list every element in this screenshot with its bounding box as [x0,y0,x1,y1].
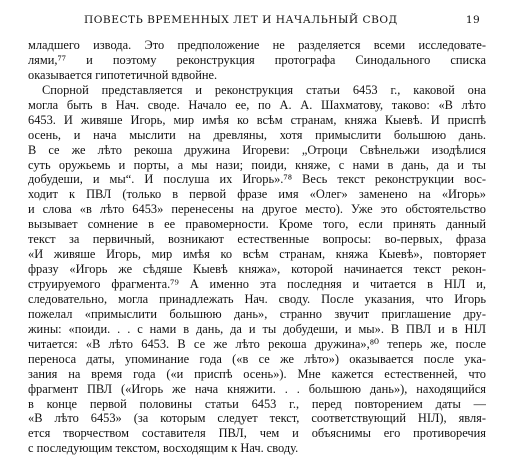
text-line: осень, и нача мыслити на древляны, хотя примыслити большюю дань. [28,127,486,142]
text-line: следовательно, могла принадлежать Нач. своду. После указания, что Игорь [28,291,486,306]
paragraph-first-line: Спорной представляется и реконструкция статьи 6453 г., каковой она [42,82,486,97]
text-line: ходит к ПВЛ (только в первой фразе имя «Олег» заменено на «Игорь» [28,187,486,202]
text-line: струируемого фрагмента.⁷⁹ А именно эта последняя и читается в НIЛ и, [28,277,486,291]
text-line: пожелал «примыслити большюю дань», странно звучит приглашение дру- [28,306,486,321]
text-line: в конце первой половины статьи 6453 г., перед повторением даты — [28,396,486,411]
text-line: лями,⁷⁷ и поэтому реконструкция протографа Синодального списка [28,52,486,67]
page-number: 19 [465,14,480,26]
text-line: читается: «В лѣто 6453. В се же лѣто рекоша дружина»,⁸⁰ теперь же, после [28,336,486,351]
text-line: текст за первичный, возникают естественные вопросы: во-первых, фраза [28,232,486,247]
running-title: ПОВЕСТЬ ВРЕМЕННЫХ ЛЕТ И НАЧАЛЬНЫЙ СВОД [84,14,398,26]
text-line: вызывает сомнение в ее правомерности. Кроме того, если принять данный [28,217,486,232]
text-line: добудеши, и мы“. И послуша их Игорь».⁷⁸ Весь текст реконструкции вос- [28,172,486,187]
text-line: В се же лѣто рекоша дружина Игореви: „Отроци Свѣнельжи изодѣлися [28,142,486,157]
text-line: могла быть в Нач. своде. Начало ее, по А. А. Шахматову, таково: «В лѣто [28,97,486,112]
text-line: с последующим текстом, восходящим к Нач. своду. [28,441,299,456]
text-line: младшего извода. Это предположение не разделяется всеми исследовате- [28,38,486,52]
text-line: фразу «Игорь же сѣдяше Кыевѣ княжа», которой начинается текст рекон- [28,262,486,277]
text-line: 6453. И живяше Игорь, мир имѣя ко всѣм странам, княжа Кыевѣ. И приспѣ [28,112,486,127]
text-line: ется творчеством составителя ПВЛ, чем и объяснимы его противоречия [28,426,486,441]
text-line: и слова «в лѣто 6453» перенесены на другое место). Уже это обстоятельство [28,202,486,217]
text-line: фрагмент ПВЛ («Игорь же нача княжити. . . большюю дань»), находящийся [28,381,486,396]
text-line: «И живяше Игорь, мир имѣя ко всѣм странам, княжа Кыевѣ», повторяет [28,247,486,262]
text-line: суть оружьемь и порты, а мы нази; поиди, княже, с нами в дань, да и ты [28,157,486,172]
text-line: переноса даты, упоминание года («в се же лѣто») оказывается после ука- [28,351,486,366]
body-text [28,38,486,456]
text-line: зания на время года («и приспѣ осень»). Мне кажется естественней, что [28,366,486,381]
text-line: жины: «поиди. . . с нами в дань, да и ты добудеши, и мы». В ПВЛ и в НIЛ [28,321,486,336]
text-line: «В лѣто 6453» (за которым следует текст, соответствующий НIЛ), явля- [28,411,486,426]
running-header [28,14,484,36]
text-line: оказывается гипотетичной вдвойне. [28,67,218,82]
